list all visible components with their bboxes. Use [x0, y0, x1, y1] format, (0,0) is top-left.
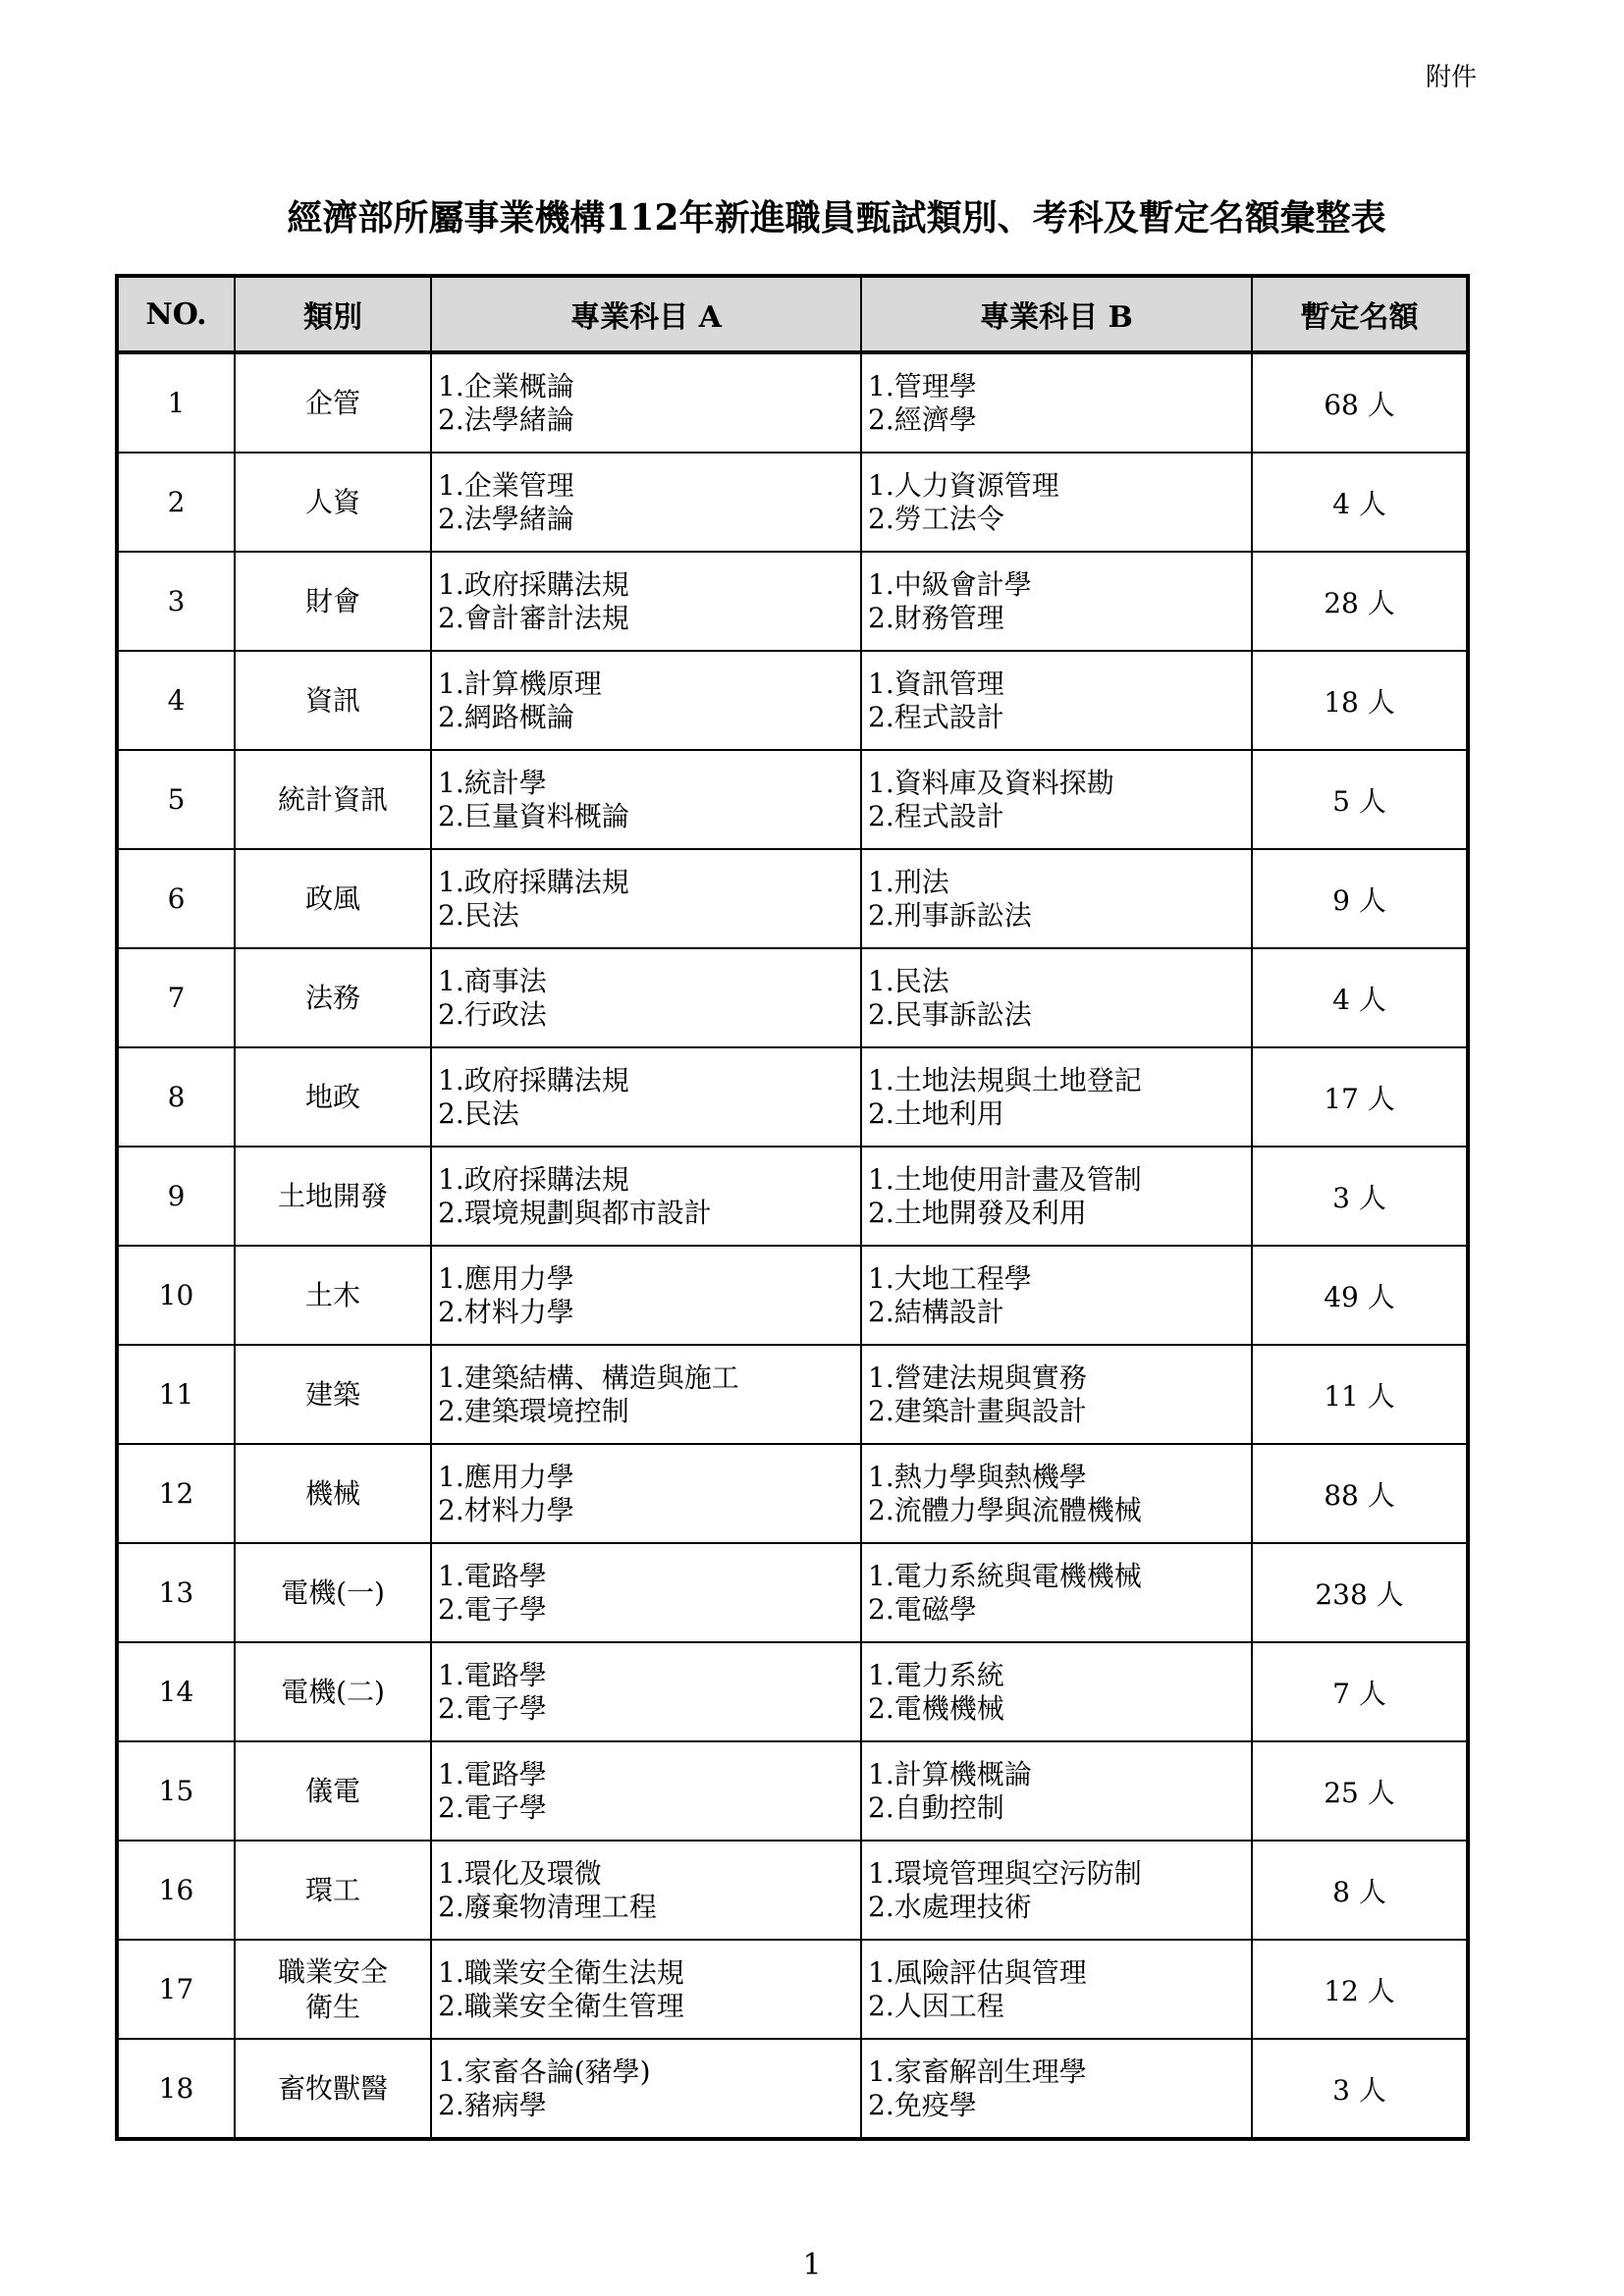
subject-b-item: 1.土地使用計畫及管制 [868, 1162, 1142, 1196]
row-number: 7 [117, 948, 235, 1047]
subject-b-item: 1.熱力學與熱機學 [868, 1460, 1087, 1493]
row-category [235, 453, 431, 552]
row-number: 3 [117, 552, 235, 651]
table-row [117, 1147, 1468, 1246]
subject-b-item: 1.資訊管理 [868, 667, 1004, 700]
subject-b-cell [861, 1940, 1252, 2039]
table-row [117, 849, 1468, 948]
table-row [117, 948, 1468, 1047]
table-row [117, 552, 1468, 651]
row-number: 2 [117, 453, 235, 552]
subject-a-item: 2.材料力學 [438, 1493, 574, 1526]
row-quota: 12 人 [1252, 1940, 1468, 2039]
subject-b-item: 1.刑法 [868, 865, 949, 898]
subject-a-item: 2.職業安全衛生管理 [438, 1989, 684, 2022]
subject-b-item: 1.民法 [868, 964, 949, 997]
subject-b-item: 2.勞工法令 [868, 502, 1004, 535]
subject-b-item: 1.營建法規與實務 [868, 1361, 1087, 1394]
subject-a-item: 2.電子學 [438, 1790, 547, 1824]
subject-a-item: 1.企業管理 [438, 468, 574, 502]
subject-b-cell [861, 552, 1252, 651]
subject-a-cell [431, 1246, 861, 1345]
subject-a-cell [431, 352, 861, 453]
row-quota: 3 人 [1252, 2039, 1468, 2139]
table-row [117, 1543, 1468, 1642]
row-quota: 9 人 [1252, 849, 1468, 948]
subject-b-cell [861, 1444, 1252, 1543]
row-category [235, 1642, 431, 1741]
subject-b-cell [861, 750, 1252, 849]
row-number: 6 [117, 849, 235, 948]
category-line: 法務 [304, 981, 360, 1014]
subject-a-cell [431, 2039, 861, 2139]
category-line: 財會 [304, 584, 360, 617]
subject-a-item: 2.廢棄物清理工程 [438, 1890, 657, 1923]
subject-b-item: 2.程式設計 [868, 799, 1004, 832]
row-quota: 4 人 [1252, 453, 1468, 552]
row-quota: 28 人 [1252, 552, 1468, 651]
subject-a-item: 2.環境規劃與都市設計 [438, 1196, 712, 1229]
header-no: NO. [117, 276, 235, 352]
row-category [235, 1543, 431, 1642]
subject-a-item: 1.建築結構、構造與施工 [438, 1361, 739, 1394]
subject-a-item: 1.應用力學 [438, 1261, 574, 1295]
row-number: 15 [117, 1741, 235, 1841]
subject-a-item: 2.民法 [438, 1096, 519, 1130]
header-category: 類別 [235, 276, 431, 352]
subject-a-item: 1.商事法 [438, 964, 547, 997]
subject-a-cell [431, 1642, 861, 1741]
row-number: 1 [117, 352, 235, 453]
subject-b-item: 2.建築計畫與設計 [868, 1394, 1087, 1427]
document-title: 經濟部所屬事業機構112年新進職員甄試類別、考科及暫定名額彙整表 [287, 197, 1386, 239]
category-line: 統計資訊 [277, 782, 388, 816]
row-quota: 68 人 [1252, 352, 1468, 453]
table-row [117, 1345, 1468, 1444]
category-line: 衛生 [304, 1990, 360, 2023]
exam-category-table [115, 274, 1470, 2141]
category-line: 職業安全 [277, 1954, 388, 1988]
subject-b-item: 1.家畜解剖生理學 [868, 2055, 1087, 2088]
attachment-label: 附件 [1426, 63, 1478, 92]
subject-b-cell [861, 1246, 1252, 1345]
subject-a-cell [431, 651, 861, 750]
row-quota: 4 人 [1252, 948, 1468, 1047]
subject-a-cell [431, 948, 861, 1047]
subject-a-item: 2.材料力學 [438, 1295, 574, 1328]
subject-b-item: 1.風險評估與管理 [868, 1955, 1087, 1989]
subject-a-item: 1.企業概論 [438, 369, 574, 402]
subject-b-item: 1.電力系統 [868, 1658, 1004, 1691]
subject-a-item: 2.電子學 [438, 1592, 547, 1626]
category-line: 資訊 [304, 683, 360, 717]
subject-a-cell [431, 1147, 861, 1246]
table-row [117, 1444, 1468, 1543]
subject-b-item: 2.水處理技術 [868, 1890, 1032, 1923]
table-body [117, 352, 1468, 2139]
subject-b-item: 2.結構設計 [868, 1295, 1004, 1328]
header-subject-a: 專業科目 A [431, 276, 861, 352]
subject-b-cell [861, 1841, 1252, 1940]
category-line: 建築 [304, 1377, 360, 1411]
subject-a-item: 2.豬病學 [438, 2088, 547, 2121]
row-quota: 17 人 [1252, 1047, 1468, 1147]
row-number: 5 [117, 750, 235, 849]
subject-a-item: 1.計算機原理 [438, 667, 602, 700]
category-line: 人資 [304, 485, 360, 518]
subject-a-cell [431, 1543, 861, 1642]
category-line: 環工 [304, 1873, 360, 1906]
row-quota: 5 人 [1252, 750, 1468, 849]
row-quota: 18 人 [1252, 651, 1468, 750]
row-category [235, 1345, 431, 1444]
subject-b-cell [861, 1741, 1252, 1841]
subject-b-item: 2.流體力學與流體機械 [868, 1493, 1142, 1526]
subject-a-item: 1.應用力學 [438, 1460, 574, 1493]
subject-b-item: 1.計算機概論 [868, 1757, 1032, 1790]
subject-a-item: 1.電路學 [438, 1757, 547, 1790]
subject-b-item: 2.刑事訴訟法 [868, 898, 1032, 932]
subject-b-cell [861, 948, 1252, 1047]
row-number: 17 [117, 1940, 235, 2039]
table-row [117, 2039, 1468, 2139]
category-line: 畜牧獸醫 [277, 2071, 388, 2105]
row-number: 12 [117, 1444, 235, 1543]
header-quota: 暫定名額 [1252, 276, 1468, 352]
row-number: 16 [117, 1841, 235, 1940]
subject-b-item: 2.財務管理 [868, 601, 1004, 634]
subject-a-item: 1.政府採購法規 [438, 865, 629, 898]
subject-a-item: 1.電路學 [438, 1658, 547, 1691]
subject-b-cell [861, 651, 1252, 750]
table-header-row [117, 276, 1468, 352]
subject-a-cell [431, 1940, 861, 2039]
subject-a-item: 2.行政法 [438, 997, 547, 1031]
subject-a-item: 1.政府採購法規 [438, 1063, 629, 1096]
subject-a-item: 2.法學緒論 [438, 502, 574, 535]
row-number: 13 [117, 1543, 235, 1642]
subject-a-cell [431, 1741, 861, 1841]
table-row [117, 651, 1468, 750]
subject-b-item: 2.土地開發及利用 [868, 1196, 1087, 1229]
header-subject-b: 專業科目 B [861, 276, 1252, 352]
row-quota: 8 人 [1252, 1841, 1468, 1940]
subject-b-item: 2.電磁學 [868, 1592, 977, 1626]
row-category [235, 1741, 431, 1841]
row-category [235, 552, 431, 651]
subject-b-item: 1.土地法規與土地登記 [868, 1063, 1142, 1096]
row-number: 9 [117, 1147, 235, 1246]
subject-b-item: 1.人力資源管理 [868, 468, 1059, 502]
subject-b-item: 2.人因工程 [868, 1989, 1004, 2022]
subject-a-item: 1.統計學 [438, 766, 547, 799]
row-category [235, 1444, 431, 1543]
page-number: 1 [802, 2248, 822, 2282]
row-number: 8 [117, 1047, 235, 1147]
row-quota: 88 人 [1252, 1444, 1468, 1543]
subject-b-item: 1.大地工程學 [868, 1261, 1032, 1295]
row-quota: 49 人 [1252, 1246, 1468, 1345]
subject-b-item: 2.程式設計 [868, 700, 1004, 733]
subject-b-cell [861, 849, 1252, 948]
subject-a-item: 1.職業安全衛生法規 [438, 1955, 684, 1989]
table-row [117, 1940, 1468, 2039]
table-row [117, 453, 1468, 552]
row-quota: 25 人 [1252, 1741, 1468, 1841]
subject-b-item: 2.經濟學 [868, 402, 977, 436]
table-row [117, 750, 1468, 849]
subject-a-item: 1.家畜各論(豬學) [438, 2055, 651, 2088]
subject-b-cell [861, 352, 1252, 453]
category-line: 土木 [304, 1278, 360, 1311]
subject-a-item: 2.巨量資料概論 [438, 799, 629, 832]
subject-a-item: 1.環化及環微 [438, 1856, 602, 1890]
row-number: 11 [117, 1345, 235, 1444]
table-row [117, 1246, 1468, 1345]
subject-b-item: 1.資料庫及資料探勘 [868, 766, 1114, 799]
subject-a-item: 2.網路概論 [438, 700, 574, 733]
row-category [235, 750, 431, 849]
subject-b-cell [861, 453, 1252, 552]
subject-b-item: 2.自動控制 [868, 1790, 1004, 1824]
subject-a-item: 2.民法 [438, 898, 519, 932]
subject-a-cell [431, 750, 861, 849]
row-category [235, 1940, 431, 2039]
subject-a-cell [431, 1047, 861, 1147]
subject-b-cell [861, 1047, 1252, 1147]
subject-a-cell [431, 849, 861, 948]
subject-b-item: 1.環境管理與空污防制 [868, 1856, 1142, 1890]
subject-a-item: 1.電路學 [438, 1559, 547, 1592]
row-number: 14 [117, 1642, 235, 1741]
category-line: 企管 [304, 386, 360, 419]
subject-a-item: 1.政府採購法規 [438, 1162, 629, 1196]
subject-b-item: 2.電機機械 [868, 1691, 1004, 1725]
row-quota: 3 人 [1252, 1147, 1468, 1246]
category-line: 電機(二) [281, 1675, 385, 1708]
subject-b-cell [861, 2039, 1252, 2139]
row-number: 10 [117, 1246, 235, 1345]
category-line: 電機(一) [281, 1575, 385, 1609]
row-category [235, 1047, 431, 1147]
subject-b-item: 1.電力系統與電機機械 [868, 1559, 1142, 1592]
table-row [117, 1741, 1468, 1841]
subject-b-item: 1.中級會計學 [868, 567, 1032, 601]
subject-a-cell [431, 1841, 861, 1940]
subject-b-item: 1.管理學 [868, 369, 977, 402]
category-line: 儀電 [304, 1774, 360, 1807]
table-row [117, 1047, 1468, 1147]
subject-a-cell [431, 453, 861, 552]
row-category [235, 2039, 431, 2139]
subject-a-item: 2.會計審計法規 [438, 601, 629, 634]
subject-a-cell [431, 1444, 861, 1543]
category-line: 土地開發 [277, 1179, 388, 1212]
row-category [235, 849, 431, 948]
row-number: 4 [117, 651, 235, 750]
subject-a-item: 2.法學緒論 [438, 402, 574, 436]
subject-b-cell [861, 1543, 1252, 1642]
row-number: 18 [117, 2039, 235, 2139]
row-category [235, 1246, 431, 1345]
table-row [117, 1841, 1468, 1940]
subject-b-cell [861, 1147, 1252, 1246]
category-line: 地政 [304, 1080, 360, 1113]
row-category [235, 352, 431, 453]
subject-a-cell [431, 552, 861, 651]
category-line: 政風 [304, 881, 360, 915]
subject-b-item: 2.土地利用 [868, 1096, 1004, 1130]
row-category [235, 948, 431, 1047]
subject-b-item: 2.免疫學 [868, 2088, 977, 2121]
subject-b-item: 2.民事訴訟法 [868, 997, 1032, 1031]
table-row [117, 352, 1468, 453]
table-row [117, 1642, 1468, 1741]
subject-a-item: 2.建築環境控制 [438, 1394, 629, 1427]
subject-b-cell [861, 1642, 1252, 1741]
category-line: 機械 [304, 1476, 360, 1510]
row-category [235, 1841, 431, 1940]
row-quota: 238 人 [1252, 1543, 1468, 1642]
subject-b-cell [861, 1345, 1252, 1444]
row-quota: 7 人 [1252, 1642, 1468, 1741]
row-category [235, 651, 431, 750]
row-quota: 11 人 [1252, 1345, 1468, 1444]
row-category [235, 1147, 431, 1246]
subject-a-item: 1.政府採購法規 [438, 567, 629, 601]
subject-a-item: 2.電子學 [438, 1691, 547, 1725]
subject-a-cell [431, 1345, 861, 1444]
